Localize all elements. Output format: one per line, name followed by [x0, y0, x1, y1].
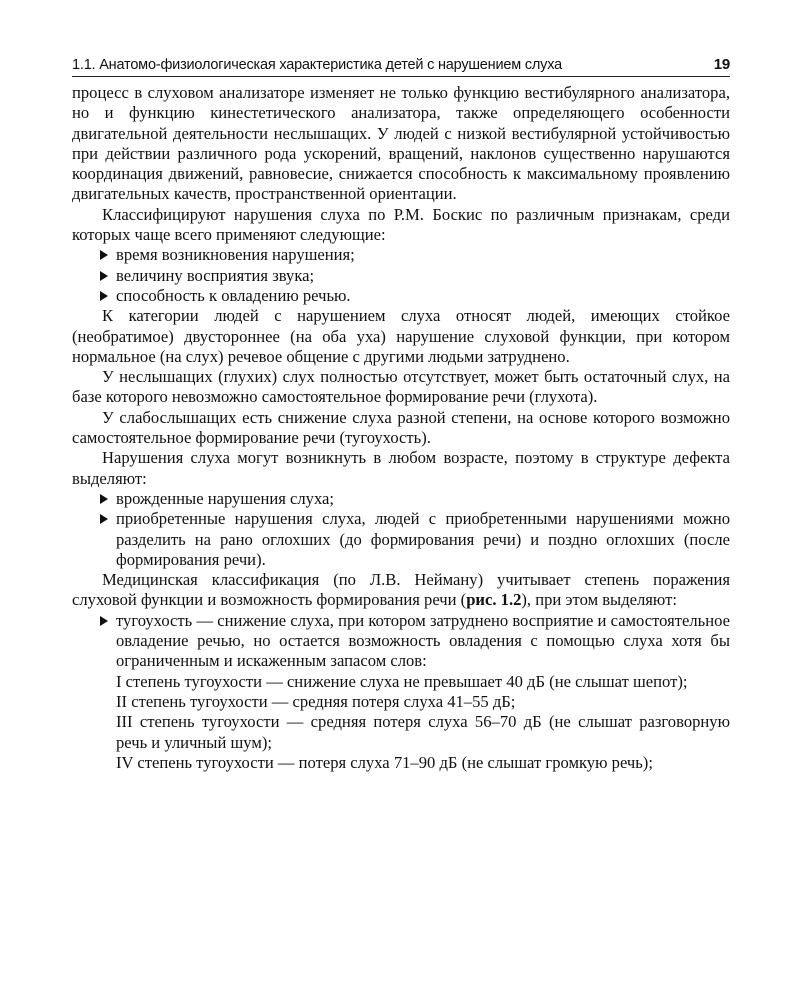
paragraph-classification: Классифицируют нарушения слуха по Р.М. Боскис по различным признакам, среди которых чаще всего применяют следующие: [72, 204, 730, 245]
list-item: время возникновения нарушения; [72, 245, 730, 265]
degree-item: I степень тугоухости — снижение слуха не превышает 40 дБ (не слышат шепот); [116, 671, 688, 691]
paragraph-continued: процесс в слуховом анализаторе изменяет не только функцию вестибулярного анализатора, но и функцию кинестетического анализатора, также определяющего особенности двигательной деятельности неслышащих. У людей с низкой вестибулярной устойчивостью при действии различного рода ускорений, вращений, наклонов существенно нарушаются координация движений, равновесие, снижается способность к максимальному проявлению двигательных качеств, пространственной ориентации. [72, 83, 730, 204]
paragraph-onset: Нарушения слуха могут возникнуть в любом возрасте, поэтому в структуре дефекта выделяют: [72, 448, 730, 488]
paragraph-definition: К категории людей с нарушением слуха относят людей, имеющих стойкое (необратимое) двустороннее (на оба уха) нарушение слуховой функции, при котором нормальное (на слух) речевое общение с другими людьми затруднено. [72, 306, 730, 366]
bullet-list-onset [72, 489, 730, 570]
bullet-triangle-icon [100, 616, 108, 626]
bullet-triangle-icon [100, 291, 108, 301]
degree-item: III степень тугоухости — средняя потеря слуха 56–70 дБ (не слышат разговорную речь и уличный шум); [116, 712, 730, 752]
running-header-title: 1.1. Анатомо-физиологическая характеристика детей с нарушением слуха [72, 57, 562, 73]
bullet-triangle-icon [100, 514, 108, 524]
list-item: тугоухость — снижение слуха, при котором затруднено восприятие и самостоятельное овладение речью, но остается возможность овладения с помощью слуха хотя бы ограниченным и искаженным запасом слов: [72, 611, 730, 672]
list-item: способность к овладению речью. [72, 286, 730, 306]
list-item: врожденные нарушения слуха; [72, 489, 730, 509]
bullet-triangle-icon [100, 494, 108, 504]
paragraph-hard-of-hearing: У слабослышащих есть снижение слуха разной степени, на основе которого возможно самостоятельное формирование речи (тугоухость). [72, 407, 730, 448]
running-header [72, 56, 730, 77]
bullet-list-medical [72, 611, 730, 672]
page-number: 19 [713, 56, 730, 73]
figure-reference: рис. 1.2 [466, 590, 522, 610]
paragraph-medical-classification: Медицинская классификация (по Л.В. Нейману) учитывает степень поражения слуховой функции и возможность формирования речи (рис. 1.2), при этом выделяют: [72, 570, 730, 610]
list-item: величину восприятия звука; [72, 266, 730, 286]
degree-item: II степень тугоухости — средняя потеря слуха 41–55 дБ; [116, 691, 516, 711]
bullet-list-criteria [72, 245, 730, 306]
bullet-triangle-icon [100, 271, 108, 281]
paragraph-deaf: У неслышащих (глухих) слух полностью отсутствует, может быть остаточный слух, на базе которого невозможно самостоятельное формирование речи (глухота). [72, 367, 730, 407]
page-body [72, 83, 730, 773]
list-item: приобретенные нарушения слуха, людей с приобретенными нарушениями можно разделить на рано оглохших (до формирования речи) и поздно оглохших (после формирования речи). [72, 509, 730, 570]
degree-item: IV степень тугоухости — потеря слуха 71–90 дБ (не слышат громкую речь); [116, 752, 653, 772]
book-page [72, 56, 730, 773]
bullet-triangle-icon [100, 250, 108, 260]
